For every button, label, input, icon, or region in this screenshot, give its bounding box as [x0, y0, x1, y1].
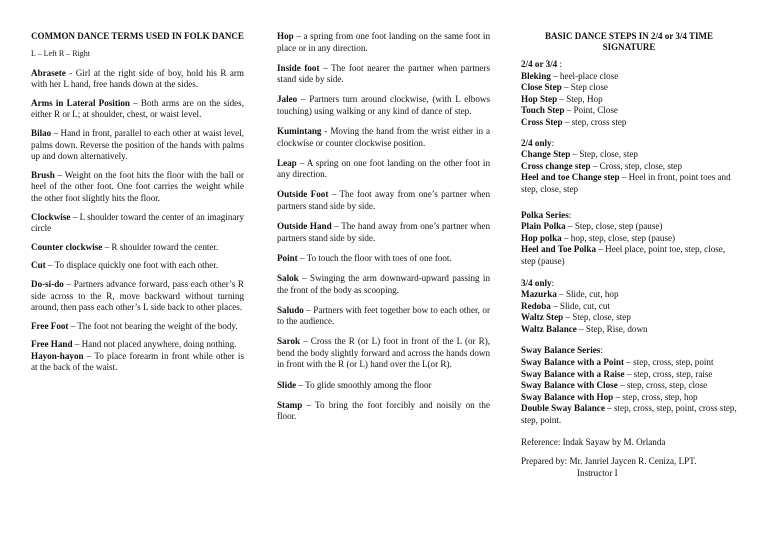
step-item	[521, 312, 737, 324]
term-definition: – L shoulder toward the center of an imaginary circle	[31, 211, 244, 234]
steps-list	[521, 289, 737, 335]
steps-list	[521, 357, 737, 427]
step-item	[521, 369, 737, 381]
term-name: Salok	[277, 272, 299, 283]
step-description: – Step close	[561, 82, 608, 93]
term-name: Counter clockwise	[31, 241, 103, 252]
step-description: – step, cross, step, raise	[624, 368, 713, 379]
term-entry	[31, 351, 244, 374]
term-entry	[31, 279, 244, 314]
section-heading: 2/4 or 3/4 :	[521, 59, 563, 69]
step-name: Bleking	[521, 70, 551, 81]
step-description: – Step, close, step	[570, 149, 638, 160]
step-description: – Cross, step, close, step	[590, 160, 682, 171]
term-definition: – Cross the R (or L) foot in front of the L (or R), bend the body slightly forward and across the hands down in front with the R (or L) hand over the L(or R).	[277, 336, 490, 370]
step-name: Close Step	[521, 82, 562, 93]
term-definition: – A spring on one foot landing on the other foot in any direction.	[277, 157, 490, 180]
term-name: Hop	[277, 31, 294, 41]
term-definition: – The foot not bearing the weight of the body.	[68, 320, 238, 331]
term-entry	[277, 305, 490, 328]
step-item	[521, 117, 737, 129]
term-name: Outside Hand	[277, 221, 332, 232]
term-definition: – Partners with feet together bow to each other, or to the audience.	[277, 304, 490, 327]
term-entry	[31, 170, 244, 205]
term-entry	[277, 126, 490, 149]
step-description: – Step, close, step (pause)	[565, 221, 663, 232]
step-description: – Heel place, point toe, step, close, step (pause)	[521, 244, 726, 266]
term-definition: – a spring from one foot landing on the same foot in place or in any direction.	[277, 31, 490, 53]
step-item	[521, 403, 737, 426]
term-name: Bilao	[31, 127, 52, 138]
term-definition: - Girl at the right side of boy, hold his R arm with her L hand, free hands down at the sides.	[31, 67, 244, 90]
term-entry	[31, 68, 244, 91]
dance-terms-title: COMMON DANCE TERMS USED IN FOLK DANCE	[31, 31, 244, 41]
terms-list-1	[31, 68, 244, 374]
step-item	[521, 301, 737, 313]
steps-list	[521, 221, 737, 267]
term-name: Leap	[277, 157, 297, 168]
step-name: Change Step	[521, 149, 571, 160]
term-name: Abrasete	[31, 67, 66, 78]
term-entry	[277, 253, 490, 265]
column-dance-terms-1	[31, 31, 244, 381]
legend-left-right: L – Left R – Right	[31, 49, 91, 58]
step-name: Redoba	[521, 300, 551, 311]
term-name: Stamp	[277, 399, 303, 410]
term-name: Slide	[277, 379, 297, 390]
section-2-4-or-3-4	[521, 59, 737, 129]
term-definition: – To touch the floor with toes of one foot.	[297, 252, 452, 263]
term-name: Outside Foot	[277, 189, 329, 200]
term-definition: – Hand in front, parallel to each other at waist level, palms down. Reverse the position of the hands with palms up and down alternatively.	[31, 127, 244, 162]
steps-list	[521, 149, 737, 195]
step-item	[521, 172, 737, 195]
step-description: – hop, step, close, step (pause)	[561, 232, 676, 243]
term-name: Arms in Lateral Position	[31, 97, 130, 108]
term-definition: – Partners advance forward, pass each other’s R side across to the R, move backward without turning around, then pass each other’s L side back to other places.	[31, 278, 244, 313]
step-name: Hop Step	[521, 93, 558, 104]
term-entry	[31, 339, 244, 351]
term-entry	[31, 321, 244, 333]
step-description: – Heel in front, point toes and step, close, step	[521, 172, 731, 194]
term-entry	[277, 380, 490, 392]
term-definition: – To displace quickly one foot with each other.	[45, 260, 219, 271]
instructor-role: Instructor I	[577, 467, 618, 478]
term-definition: - Moving the hand from the wrist either in a clockwise or counter clockwise position.	[277, 126, 490, 148]
step-name: Sway Balance with a Raise	[521, 368, 625, 379]
column-dance-terms-2	[277, 31, 490, 431]
step-item	[521, 392, 737, 404]
term-definition: – To bring the foot forcibly and noisily on the floor.	[277, 399, 490, 422]
term-definition: – Partners turn around clockwise, (with L elbows touching) using walking or any kind of dance of step.	[277, 94, 490, 116]
step-item	[521, 94, 737, 106]
step-name: Touch Step	[521, 105, 565, 116]
term-name: Sarok	[277, 336, 301, 347]
step-item	[521, 289, 737, 301]
step-name: Plain Polka	[521, 221, 566, 232]
term-name: Inside foot	[277, 62, 320, 73]
term-entry	[31, 128, 244, 163]
step-name: Heel and Toe Polka	[521, 244, 597, 255]
step-description: – Slide, cut, cut	[550, 300, 610, 311]
step-item	[521, 244, 737, 267]
step-name: Mazurka	[521, 289, 557, 300]
term-name: Do-si-do	[31, 278, 64, 289]
term-name: Free Foot	[31, 320, 69, 331]
step-description: – step, cross, step, hop	[613, 391, 698, 402]
term-name: Saludo	[277, 304, 304, 315]
section-polka-series	[521, 210, 737, 268]
step-name: Double Sway Balance	[521, 403, 605, 414]
step-name: Waltz Balance	[521, 323, 577, 334]
term-entry	[277, 189, 490, 212]
term-entry	[31, 212, 244, 235]
step-name: Cross change step	[521, 160, 591, 171]
term-name: Free Hand	[31, 339, 73, 350]
step-item	[521, 380, 737, 392]
term-name: Point	[277, 252, 298, 263]
section-heading: 2/4 only:	[521, 137, 555, 148]
term-entry	[277, 158, 490, 181]
step-item	[521, 357, 737, 369]
term-name: Clockwise	[31, 211, 71, 222]
term-name: Cut	[31, 260, 46, 271]
step-item	[521, 324, 737, 336]
term-definition: – To place forearm in front while other is at the back of the waist.	[31, 350, 244, 373]
term-name: Jaleo	[277, 94, 298, 105]
term-definition: – The foot nearer the partner when partners stand side by side.	[277, 62, 490, 85]
step-description: – Step, close, step	[563, 312, 631, 323]
step-item	[521, 161, 737, 173]
step-name: Sway Balance with Close	[521, 380, 618, 391]
term-entry	[277, 94, 490, 117]
section-sway-balance-series	[521, 345, 737, 426]
term-name: Hayon-hayon	[31, 350, 84, 361]
term-definition: – To glide smoothly among the floor	[296, 379, 432, 390]
step-name: Hop polka	[521, 232, 562, 243]
term-entry	[31, 98, 244, 121]
term-entry	[277, 63, 490, 86]
term-entry	[277, 221, 490, 244]
step-description: – step, cross, step, point	[624, 357, 714, 368]
term-definition: – The foot away from one’s partner when partners stand side by side.	[277, 189, 490, 212]
step-description: – step, cross, step, close	[617, 380, 708, 391]
step-item	[521, 105, 737, 117]
section-heading: 3/4 only:	[521, 277, 555, 288]
step-item	[521, 82, 737, 94]
step-name: Waltz Step	[521, 312, 564, 323]
step-name: Heel and toe Change step	[521, 172, 620, 183]
term-definition: – Swinging the arm downward-upward passing in the front of the body as scooping.	[277, 272, 490, 295]
term-definition: – Both arms are on the sides, either R or L; at shoulder, chest, or waist level.	[31, 97, 244, 120]
term-definition: – R shoulder toward the center.	[102, 241, 219, 252]
step-description: – step, cross step	[562, 116, 627, 127]
step-description: – heel-place close	[550, 70, 619, 81]
term-name: Brush	[31, 169, 55, 180]
terms-list-2	[277, 31, 490, 423]
steps-list	[521, 71, 737, 129]
term-definition: – The hand away from one’s partner when partners stand side by side.	[277, 221, 491, 243]
step-item	[521, 233, 737, 245]
term-entry	[277, 336, 490, 371]
basic-steps-title: BASIC DANCE STEPS IN 2/4 or 3/4 TIME SIGNATURE	[545, 31, 713, 52]
section-heading: Polka Series:	[521, 209, 572, 220]
step-item	[521, 221, 737, 233]
step-description: – Step, Rise, down	[576, 323, 648, 334]
term-entry	[31, 260, 244, 272]
step-name: Sway Balance with Hop	[521, 391, 614, 402]
term-entry	[277, 273, 490, 296]
term-definition: – Weight on the foot hits the floor with the ball or heel of the other foot. One foot carries the weight while the other foot slightly hits the floor.	[31, 169, 244, 203]
section-2-4-only	[521, 138, 737, 196]
column-basic-steps	[521, 31, 737, 479]
term-entry	[31, 242, 244, 254]
term-entry	[277, 31, 490, 54]
step-description: – step, cross, step, point, cross step, step, point.	[521, 403, 737, 426]
step-name: Sway Balance with a Point	[521, 357, 625, 368]
term-name: Kumintang	[277, 126, 322, 137]
section-heading: Sway Balance Series:	[521, 345, 603, 356]
step-description: – Point, Close	[564, 105, 618, 116]
term-entry	[277, 400, 490, 423]
step-item	[521, 71, 737, 83]
step-description: – Slide, cut, hop	[556, 289, 619, 300]
section-3-4-only	[521, 278, 737, 336]
step-item	[521, 149, 737, 161]
step-description: – Step, Hop	[557, 93, 603, 104]
step-name: Cross Step	[521, 116, 563, 127]
term-definition: – Hand not placed anywhere, doing nothing.	[72, 339, 237, 350]
reference-note: Reference: Indak Sayaw by M. Orlanda	[521, 436, 666, 447]
prepared-by: Prepared by: Mr. Janriel Jaycen R. Ceniza, LPT.	[521, 456, 697, 467]
